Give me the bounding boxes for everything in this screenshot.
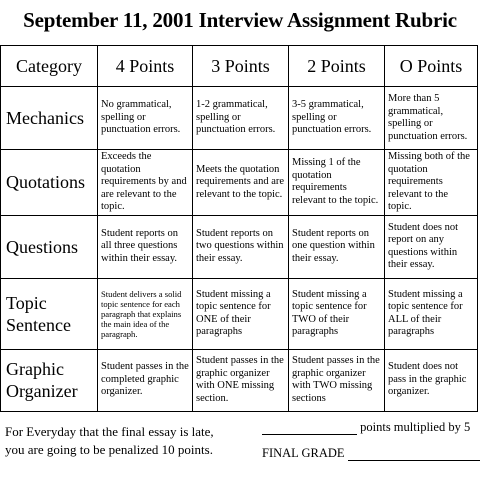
table-cell: Student passes in the graphic organizer with TWO missing sections: [289, 349, 385, 411]
points-blank-line: [262, 420, 357, 435]
points-multiplied-label: points multiplied by 5: [360, 420, 471, 434]
table-cell: More than 5 grammatical, spelling or punctuation errors.: [385, 87, 478, 150]
table-cell: Student reports on two questions within their essay.: [193, 215, 289, 278]
table-cell: Exceeds the quotation requirements by and are relevant to the topic.: [98, 150, 193, 216]
header-3-points: 3 Points: [193, 46, 289, 87]
category-topic-sentence: Topic Sentence: [1, 278, 98, 349]
table-cell: Student passes in the completed graphic organizer.: [98, 349, 193, 411]
table-cell: Missing both of the quotation requirements relevant to the topic.: [385, 150, 478, 216]
late-penalty-line-2: you are going to be penalized 10 points.: [5, 442, 213, 457]
table-row: [1, 215, 478, 278]
category-questions: Questions: [1, 215, 98, 278]
header-4-points: 4 Points: [98, 46, 193, 87]
header-2-points: 2 Points: [289, 46, 385, 87]
final-grade-blank-line: [348, 446, 480, 461]
table-cell: Student does not pass in the graphic organizer.: [385, 349, 478, 411]
category-quotations: Quotations: [1, 150, 98, 216]
late-penalty-note: [5, 423, 214, 459]
table-cell: Meets the quotation requirements and are relevant to the topic.: [193, 150, 289, 216]
rubric-title: September 11, 2001 Interview Assignment Rubric: [23, 8, 457, 32]
table-row: [1, 349, 478, 411]
late-penalty-line-1: For Everyday that the final essay is late,: [5, 424, 214, 439]
final-grade-row: [262, 446, 480, 461]
table-cell: Student reports on all three questions within their essay.: [98, 215, 193, 278]
category-graphic-organizer: Graphic Organizer: [1, 349, 98, 411]
table-row: [1, 150, 478, 216]
table-cell: Student delivers a solid topic sentence for each paragraph that explains the main idea of the paragraph.: [98, 278, 193, 349]
points-multiplied-row: [262, 420, 470, 435]
final-grade-label: FINAL GRADE: [262, 446, 345, 460]
table-cell: Student missing a topic sentence for ONE of their paragraphs: [193, 278, 289, 349]
table-cell: Student missing a topic sentence for TWO of their paragraphs: [289, 278, 385, 349]
rubric-table: [0, 45, 478, 412]
table-cell: Student missing a topic sentence for ALL of their paragraphs: [385, 278, 478, 349]
table-cell: No grammatical, spelling or punctuation errors.: [98, 87, 193, 150]
category-mechanics: Mechanics: [1, 87, 98, 150]
table-cell: Student passes in the graphic organizer with ONE missing section.: [193, 349, 289, 411]
table-row: [1, 278, 478, 349]
table-cell: Student reports on one question within their essay.: [289, 215, 385, 278]
header-category: Category: [1, 46, 98, 87]
table-cell: Student does not report on any questions within their essay.: [385, 215, 478, 278]
header-0-points: O Points: [385, 46, 478, 87]
table-cell: 1-2 grammatical, spelling or punctuation errors.: [193, 87, 289, 150]
header-row: [1, 46, 478, 87]
table-row: [1, 87, 478, 150]
table-cell: 3-5 grammatical, spelling or punctuation errors.: [289, 87, 385, 150]
table-cell: Missing 1 of the quotation requirements relevant to the topic.: [289, 150, 385, 216]
